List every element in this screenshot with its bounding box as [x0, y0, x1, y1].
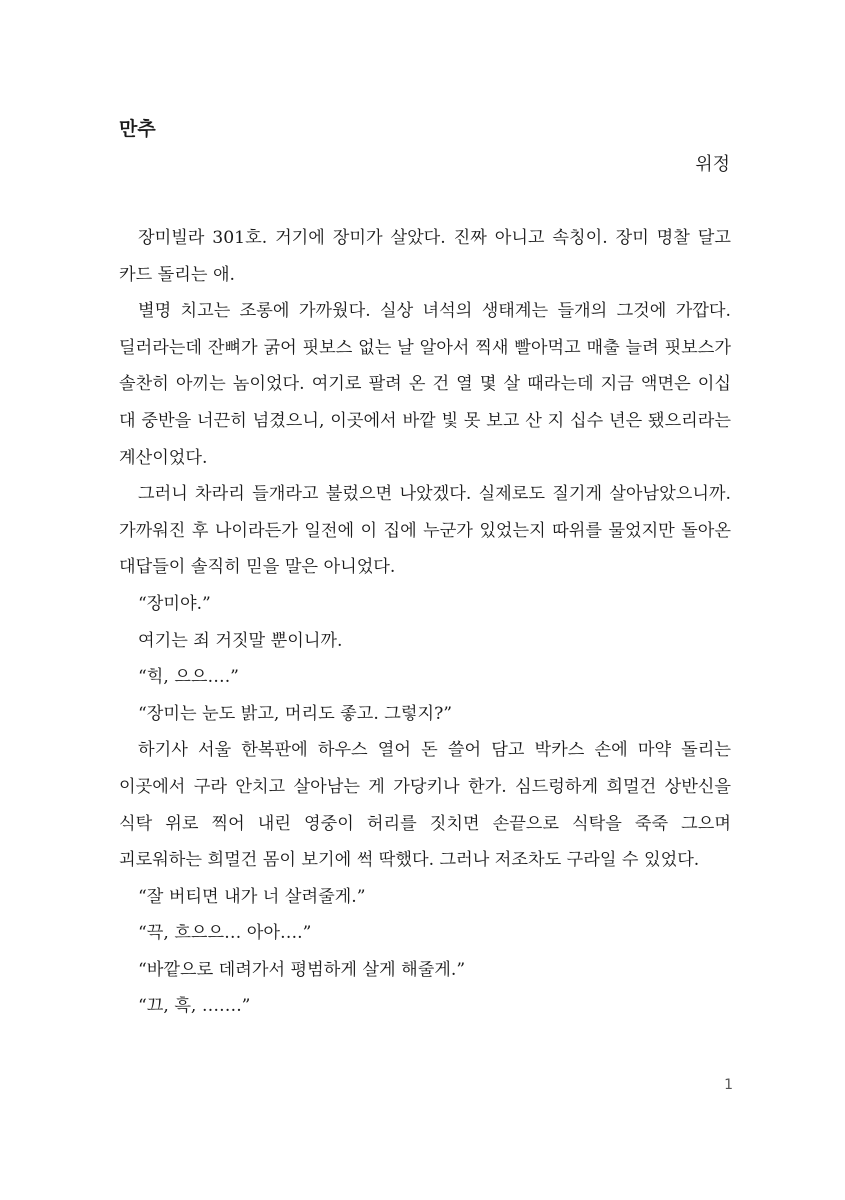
dialogue-line: “잘 버티면 내가 너 살려줄게.” [138, 886, 366, 907]
page-number: 1 [724, 1077, 733, 1093]
paragraph: 그러니 차라리 들개라고 불렀으면 나았겠다. 실제로도 질기게 살아남았으니까. 가까워진 후 나이라든가 일전에 이 집에 누군가 있었는지 따위를 물었지만 돌아온 대답들이 솔직히 믿을 말은 아니었다. [119, 484, 731, 578]
dialogue-line: “끅, 흐으으… 아아….” [138, 923, 312, 944]
dialogue-line: “장미는 눈도 밝고, 머리도 좋고. 그렇지?” [138, 703, 453, 724]
body-text [119, 220, 731, 1025]
dialogue-line: “힉, 으으….” [138, 667, 239, 688]
paragraph: 여기는 죄 거짓말 뿐이니까. [138, 630, 343, 651]
paragraph: 별명 치고는 조롱에 가까웠다. 실상 녀석의 생태계는 들개의 그것에 가깝다. 딜러라는데 잔뼈가 굵어 핏보스 없는 날 알아서 찍새 빨아먹고 매출 늘려 핏보스가 솔찬히 아끼는 놈이었다. 여기로 팔려 온 건 열 몇 살 때라는데 지금 액면은 이십 대 중반을 너끈히 넘겼으니, 이곳에서 바깥 빛 못 보고 산 지 십수 년은 됐으리라는 계산이었다. [119, 301, 731, 468]
document-title: 만추 [119, 118, 156, 140]
paragraph: 장미빌라 301호. 거기에 장미가 살았다. 진짜 아니고 속칭이. 장미 명찰 달고 카드 돌리는 애. [119, 228, 731, 285]
dialogue-line: “장미야.” [138, 593, 211, 614]
dialogue-line: “끄, 흑, …….” [138, 996, 251, 1017]
author-name: 위정 [695, 154, 730, 175]
paragraph: 하기사 서울 한복판에 하우스 열어 돈 쓸어 담고 박카스 손에 마약 돌리는 이곳에서 구라 안치고 살아남는 게 가당키나 한가. 심드렁하게 희멀건 상반신을 식탁 위로 찍어 내린 영중이 허리를 짓치면 손끝으로 식탁을 죽죽 그으며 괴로워하는 희멀건 몸이 보기에 썩 딱했다. 그러나 저조차도 구라일 수 있었다. [119, 740, 731, 871]
dialogue-line: “바깥으로 데려가서 평범하게 살게 해줄게.” [138, 959, 466, 980]
